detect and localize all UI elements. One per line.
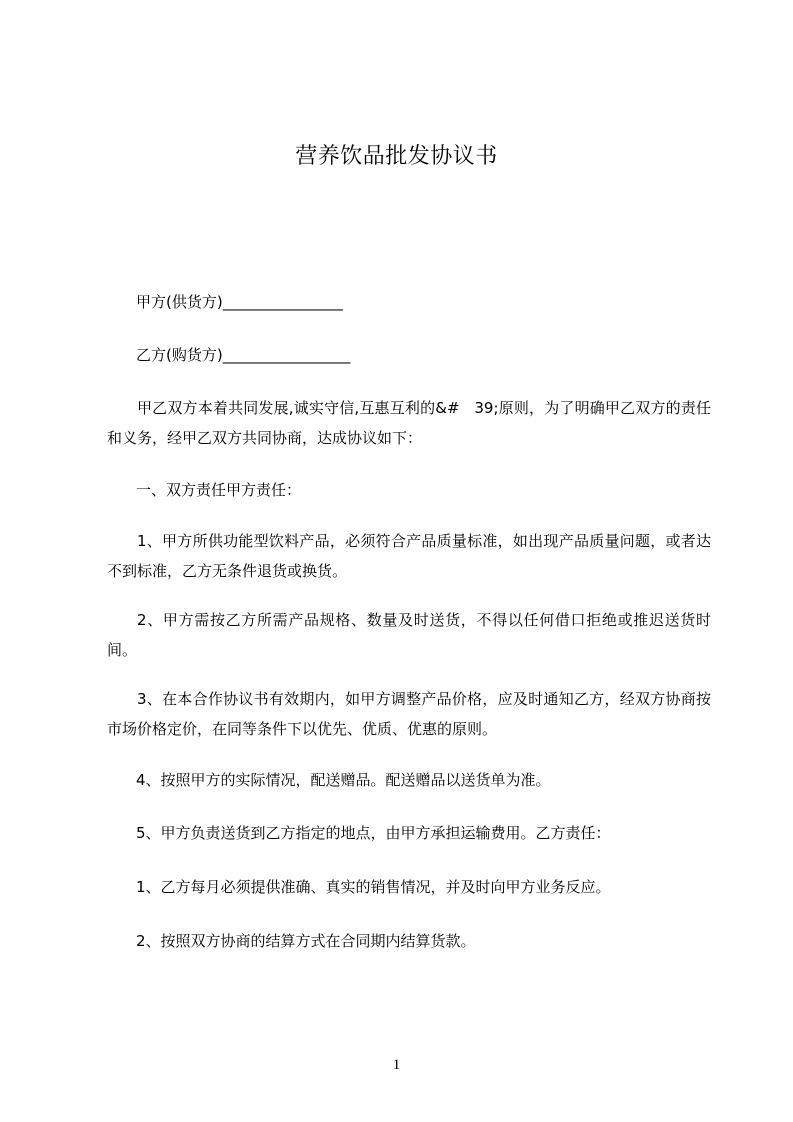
party-b-item: 2、按照双方协商的结算方式在合同期内结算货款。: [136, 932, 476, 950]
document-title: 营养饮品批发协议书: [295, 144, 498, 169]
party-a-line: 甲方(供货方)________________: [136, 293, 343, 311]
party-b-line: 乙方(购货方)_________________: [136, 346, 351, 364]
party-b-item: 1、乙方每月必须提供准确、真实的销售情况，并及时向甲方业务反应。: [136, 878, 611, 896]
party-a-item: 1、甲方所供功能型饮料产品，必须符合产品质量标准，如出现产品质量问题，或者达不到标准，乙方无条件退货或换货。: [107, 532, 711, 580]
party-a-item: 2、甲方需按乙方所需产品规格、数量及时送货，不得以任何借口拒绝或推迟送货时间。: [107, 611, 711, 659]
party-a-item: 5、甲方负责送货到乙方指定的地点，由甲方承担运输费用。乙方责任：: [136, 824, 611, 842]
party-a-item: 4、按照甲方的实际情况，配送赠品。配送赠品以送货单为准。: [136, 771, 551, 789]
party-a-item: 3、在本合作协议书有效期内，如甲方调整产品价格，应及时通知乙方，经双方协商按市场价格定价，在同等条件下以优先、优质、优惠的原则。: [107, 690, 711, 738]
section-heading: 一、双方责任甲方责任：: [136, 481, 302, 499]
page-number: 1: [392, 1057, 401, 1073]
intro-paragraph: 甲乙双方本着共同发展,诚实守信,互惠互利的&# 39;原则，为了明确甲乙双方的责任和义务，经甲乙双方共同协商，达成协议如下：: [107, 399, 711, 447]
